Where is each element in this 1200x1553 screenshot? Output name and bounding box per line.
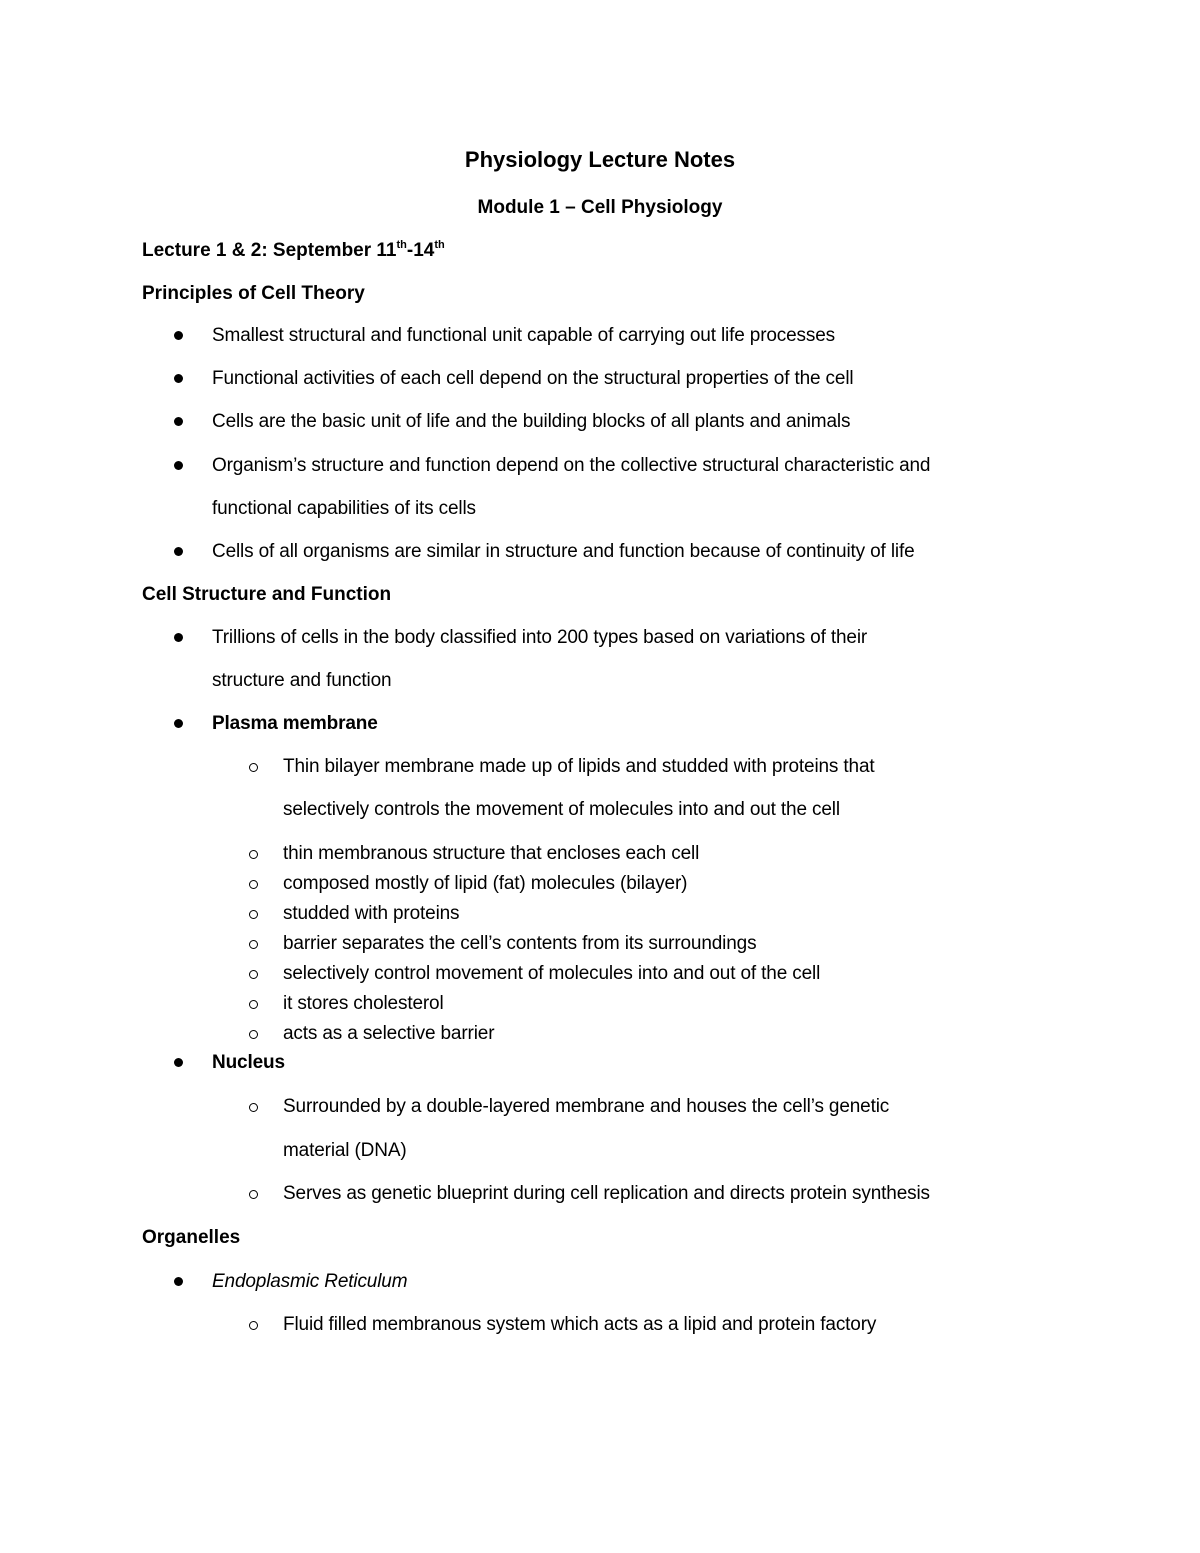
sub-list-item: thin membranous structure that encloses each cell (283, 843, 700, 864)
lecture-heading (142, 238, 445, 264)
bullet-icon (174, 547, 183, 556)
list-item: Smallest structural and functional unit capable of carrying out life processes (212, 325, 836, 346)
lecture-date-mid: -14 (406, 240, 435, 261)
sub-list-item: composed mostly of lipid (fat) molecules (bilayer) (283, 873, 688, 894)
section-heading-cell-structure: Cell Structure and Function (142, 584, 392, 605)
bullet-icon (174, 374, 183, 383)
sub-list-item: Thin bilayer membrane made up of lipids and studded with proteins that (283, 756, 875, 777)
bullet-icon (174, 331, 183, 340)
sub-bullet-icon (249, 1000, 258, 1009)
sub-bullet-icon (249, 940, 258, 949)
lecture-date-prefix: Lecture 1 & 2: September 11 (142, 240, 397, 261)
section-heading-cell-theory: Principles of Cell Theory (142, 283, 365, 304)
lecture-date-sup-2: th (434, 239, 445, 251)
sub-bullet-icon (249, 970, 258, 979)
list-item: Cells are the basic unit of life and the building blocks of all plants and animals (212, 411, 851, 432)
sub-bullet-icon (249, 1190, 258, 1199)
list-item-continuation: structure and function (212, 670, 392, 691)
bullet-icon (174, 1277, 183, 1286)
bullet-icon (174, 461, 183, 470)
section-heading-organelles: Organelles (142, 1227, 241, 1248)
plasma-membrane-label: Plasma membrane (212, 713, 378, 734)
sub-list-item: barrier separates the cell’s contents from its surroundings (283, 933, 757, 954)
sub-bullet-icon (249, 763, 258, 772)
bullet-icon (174, 1058, 183, 1067)
page-title: Physiology Lecture Notes (464, 147, 736, 172)
list-item: Functional activities of each cell depend on the structural properties of the cell (212, 368, 854, 389)
sub-list-item: Surrounded by a double-layered membrane and houses the cell’s genetic (283, 1096, 890, 1117)
sub-bullet-icon (249, 880, 258, 889)
lecture-date-sup-1: th (396, 239, 407, 251)
sub-list-item: selectively control movement of molecules into and out of the cell (283, 963, 821, 984)
sub-bullet-icon (249, 1030, 258, 1039)
list-item: Cells of all organisms are similar in structure and function because of continuity of life (212, 541, 915, 562)
sub-bullet-icon (249, 850, 258, 859)
bullet-icon (174, 417, 183, 426)
sub-list-item: Serves as genetic blueprint during cell replication and directs protein synthesis (283, 1183, 930, 1204)
list-item: Trillions of cells in the body classified into 200 types based on variations of their (212, 627, 868, 648)
sub-list-item-continuation: material (DNA) (283, 1140, 407, 1161)
list-item: Organism’s structure and function depend on the collective structural characteristic and (212, 455, 931, 476)
sub-list-item: acts as a selective barrier (283, 1023, 495, 1044)
sub-list-item: studded with proteins (283, 903, 460, 924)
sub-bullet-icon (249, 910, 258, 919)
sub-list-item: it stores cholesterol (283, 993, 444, 1014)
bullet-icon (174, 633, 183, 642)
bullet-icon (174, 719, 183, 728)
list-item-continuation: functional capabilities of its cells (212, 498, 476, 519)
nucleus-label: Nucleus (212, 1052, 285, 1073)
endoplasmic-reticulum-label: Endoplasmic Reticulum (212, 1271, 408, 1292)
sub-list-item: Fluid filled membranous system which acts as a lipid and protein factory (283, 1314, 877, 1335)
sub-bullet-icon (249, 1321, 258, 1330)
sub-list-item-continuation: selectively controls the movement of molecules into and out the cell (283, 799, 840, 820)
module-subtitle: Module 1 – Cell Physiology (477, 197, 723, 218)
sub-bullet-icon (249, 1103, 258, 1112)
